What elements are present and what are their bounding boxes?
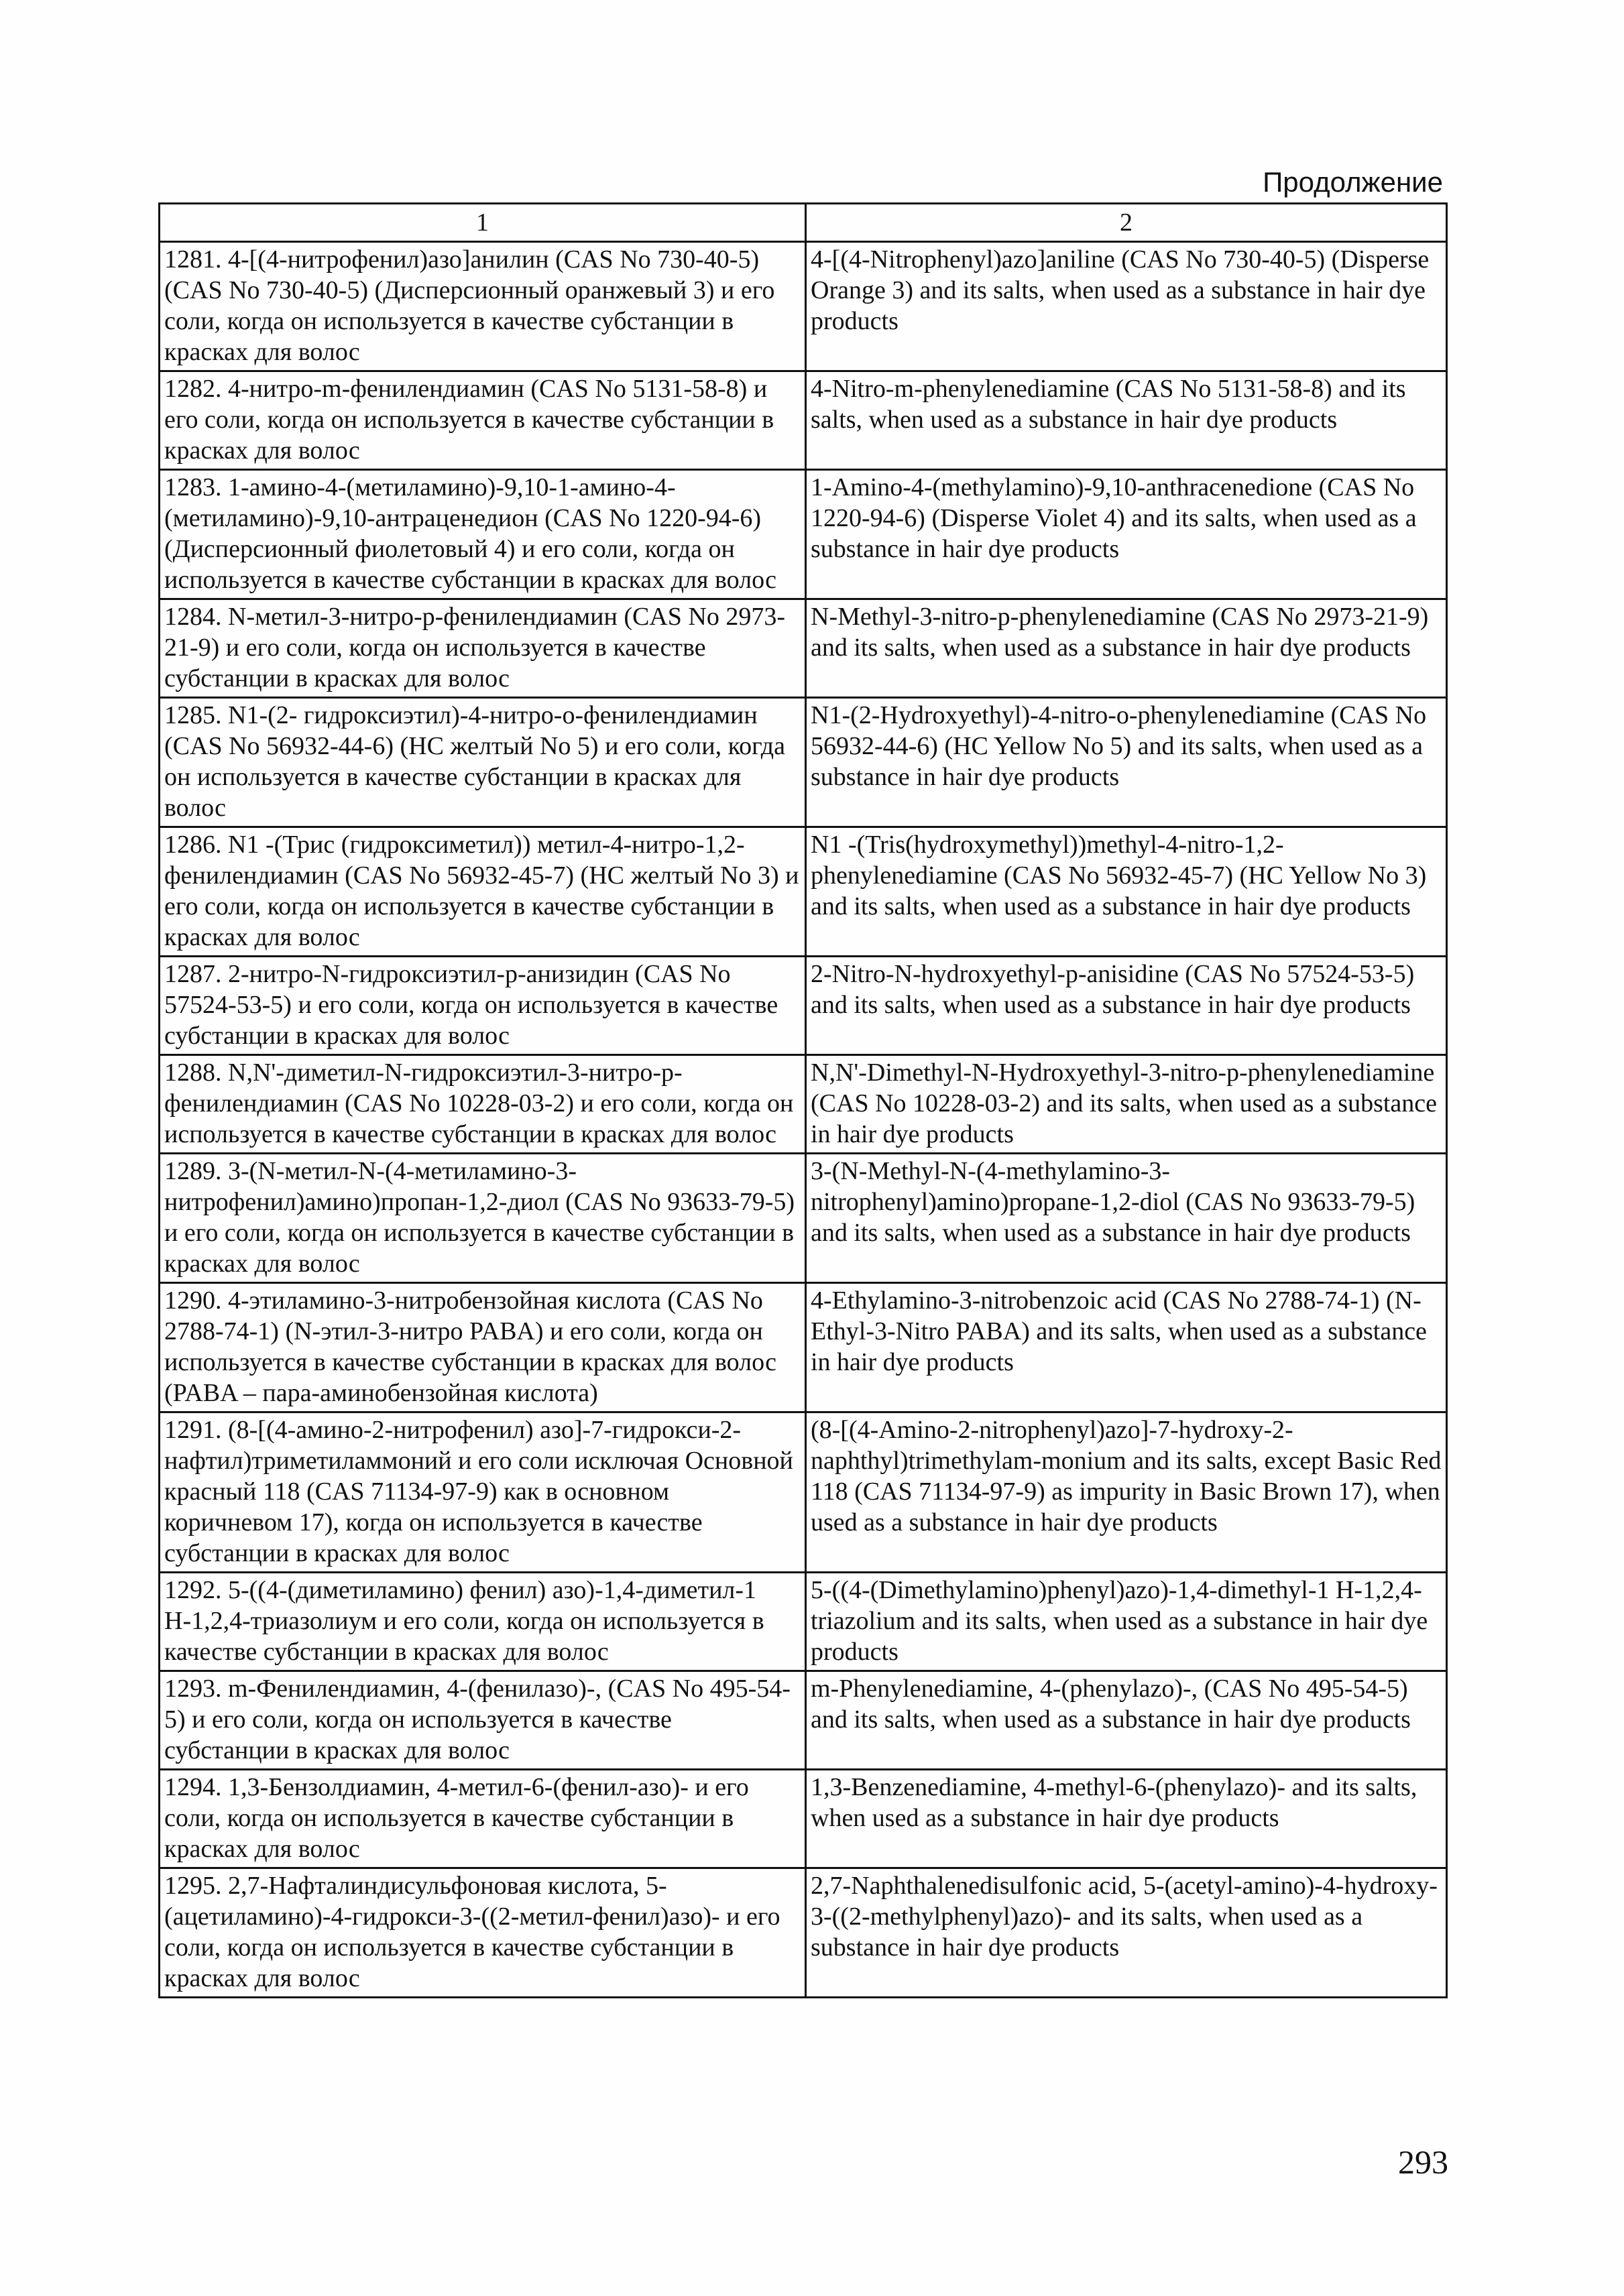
english-entry: N1-(2-Hydroxyethyl)-4-nitro-o-phenylenediamine (CAS No 56932-44-6) (HC Yellow No 5) and its salts, when used as a substance in hair dye products	[806, 698, 1447, 827]
table-row	[160, 1671, 1447, 1770]
english-entry: 5-((4-(Dimethylamino)phenyl)azo)-1,4-dimethyl-1 H-1,2,4-triazolium and its salts, when used as a substance in hair dye products	[806, 1573, 1447, 1671]
russian-entry: 1287. 2-нитро-N-гидроксиэтил-р-анизидин (CAS No 57524-53-5) и его соли, когда он используется в качестве субстанции в красках для волос	[160, 957, 806, 1055]
column-header-2: 2	[806, 204, 1447, 242]
russian-entry: 1283. 1-амино-4-(метиламино)-9,10-1-амино-4-(метиламино)-9,10-антраценедион (CAS No 1220-94-6) (Дисперсионный фиолетовый 4) и его соли, когда он используется в качестве субстанции в красках для волос	[160, 470, 806, 599]
russian-entry: 1291. (8-[(4-амино-2-нитрофенил) азо]-7-гидрокси-2-нафтил)триметиламмоний и его соли исключая Основной красный 118 (CAS 71134-97-9) как в основном коричневом 17), когда он используется в качестве субстанции в красках для волос	[160, 1412, 806, 1573]
page-number: 293	[1398, 2143, 1448, 2181]
continued-label: Продолжение	[1263, 166, 1443, 198]
table-row	[160, 242, 1447, 371]
russian-entry: 1285. N1-(2- гидроксиэтил)-4-нитро-о-фенилендиамин (CAS No 56932-44-6) (НС желтый No 5) и его соли, когда он используется в качестве субстанции в красках для волос	[160, 698, 806, 827]
russian-entry: 1293. m-Фенилендиамин, 4-(фенилазо)-, (CAS No 495-54-5) и его соли, когда он используется в качестве субстанции в красках для волос	[160, 1671, 806, 1770]
russian-entry: 1294. 1,3-Бензолдиамин, 4-метил-6-(фенил-азо)- и его соли, когда он используется в качестве субстанции в красках для волос	[160, 1770, 806, 1868]
english-entry: 1,3-Benzenediamine, 4-methyl-6-(phenylazo)- and its salts, when used as a substance in hair dye products	[806, 1770, 1447, 1868]
table-row	[160, 1283, 1447, 1412]
table-header-row	[160, 204, 1447, 242]
english-entry: 2,7-Naphthalenedisulfonic acid, 5-(acetyl-amino)-4-hydroxy-3-((2-methylphenyl)azo)- and its salts, when used as a substance in hair dye products	[806, 1868, 1447, 1998]
table-row	[160, 827, 1447, 957]
table-row	[160, 698, 1447, 827]
table-row	[160, 957, 1447, 1055]
english-entry: (8-[(4-Amino-2-nitrophenyl)azo]-7-hydroxy-2-naphthyl)trimethylam-monium and its salts, except Basic Red 118 (CAS 71134-97-9) as impurity in Basic Brown 17), when used as a substance in hair dye products	[806, 1412, 1447, 1573]
russian-entry: 1281. 4-[(4-нитрофенил)азо]анилин (CAS No 730-40-5) (CAS No 730-40-5) (Дисперсионный оранжевый 3) и его соли, когда он используется в качестве субстанции в красках для волос	[160, 242, 806, 371]
table-row	[160, 1573, 1447, 1671]
russian-entry: 1290. 4-этиламино-3-нитробензойная кислота (CAS No 2788-74-1) (N-этил-3-нитро PABA) и его соли, когда он используется в качестве субстанции в красках для волос (PABA – пара-аминобензойная кислота)	[160, 1283, 806, 1412]
table-row	[160, 599, 1447, 698]
english-entry: N,N'-Dimethyl-N-Hydroxyethyl-3-nitro-p-phenylenediamine (CAS No 10228-03-2) and its salts, when used as a substance in hair dye products	[806, 1055, 1447, 1154]
russian-entry: 1295. 2,7-Нафталиндисульфоновая кислота, 5-(ацетиламино)-4-гидрокси-3-((2-метил-фенил)азо)- и его соли, когда он используется в качестве субстанции в красках для волос	[160, 1868, 806, 1998]
english-entry: 4-Ethylamino-3-nitrobenzoic acid (CAS No 2788-74-1) (N-Ethyl-3-Nitro PABA) and its salts, when used as a substance in hair dye products	[806, 1283, 1447, 1412]
english-entry: N1 -(Tris(hydroxymethyl))methyl-4-nitro-1,2-phenylenediamine (CAS No 56932-45-7) (HC Yellow No 3) and its salts, when used as a substance in hair dye products	[806, 827, 1447, 957]
russian-entry: 1289. 3-(N-метил-N-(4-метиламино-3-нитрофенил)амино)пропан-1,2-диол (CAS No 93633-79-5) и его соли, когда он используется в качестве субстанции в красках для волос	[160, 1154, 806, 1283]
table-row	[160, 1868, 1447, 1998]
table-row	[160, 1412, 1447, 1573]
table-row	[160, 470, 1447, 599]
russian-entry: 1288. N,N'-диметил-N-гидроксиэтил-3-нитро-р-фенилендиамин (CAS No 10228-03-2) и его соли, когда он используется в качестве субстанции в красках для волос	[160, 1055, 806, 1154]
english-entry: m-Phenylenediamine, 4-(phenylazo)-, (CAS No 495-54-5) and its salts, when used as a substance in hair dye products	[806, 1671, 1447, 1770]
column-header-1: 1	[160, 204, 806, 242]
table-row	[160, 1770, 1447, 1868]
russian-entry: 1286. N1 -(Трис (гидроксиметил)) метил-4-нитро-1,2-фенилендиамин (CAS No 56932-45-7) (НС желтый No 3) и его соли, когда он используется в качестве субстанции в красках для волос	[160, 827, 806, 957]
substances-table	[158, 202, 1448, 1998]
english-entry: 4-[(4-Nitrophenyl)azo]aniline (CAS No 730-40-5) (Disperse Orange 3) and its salts, when used as a substance in hair dye products	[806, 242, 1447, 371]
russian-entry: 1292. 5-((4-(диметиламино) фенил) азо)-1,4-диметил-1 Н-1,2,4-триазолиум и его соли, когда он используется в качестве субстанции в красках для волос	[160, 1573, 806, 1671]
english-entry: N-Methyl-3-nitro-p-phenylenediamine (CAS No 2973-21-9) and its salts, when used as a substance in hair dye products	[806, 599, 1447, 698]
english-entry: 1-Amino-4-(methylamino)-9,10-anthracenedione (CAS No 1220-94-6) (Disperse Violet 4) and its salts, when used as a substance in hair dye products	[806, 470, 1447, 599]
table-row	[160, 1055, 1447, 1154]
english-entry: 4-Nitro-m-phenylenediamine (CAS No 5131-58-8) and its salts, when used as a substance in hair dye products	[806, 371, 1447, 470]
russian-entry: 1282. 4-нитро-m-фенилендиамин (CAS No 5131-58-8) и его соли, когда он используется в качестве субстанции в красках для волос	[160, 371, 806, 470]
english-entry: 2-Nitro-N-hydroxyethyl-p-anisidine (CAS No 57524-53-5) and its salts, when used as a substance in hair dye products	[806, 957, 1447, 1055]
table-row	[160, 371, 1447, 470]
table-row	[160, 1154, 1447, 1283]
english-entry: 3-(N-Methyl-N-(4-methylamino-3-nitrophenyl)amino)propane-1,2-diol (CAS No 93633-79-5) and its salts, when used as a substance in hair dye products	[806, 1154, 1447, 1283]
russian-entry: 1284. N-метил-3-нитро-р-фенилендиамин (CAS No 2973-21-9) и его соли, когда он используется в качестве субстанции в красках для волос	[160, 599, 806, 698]
